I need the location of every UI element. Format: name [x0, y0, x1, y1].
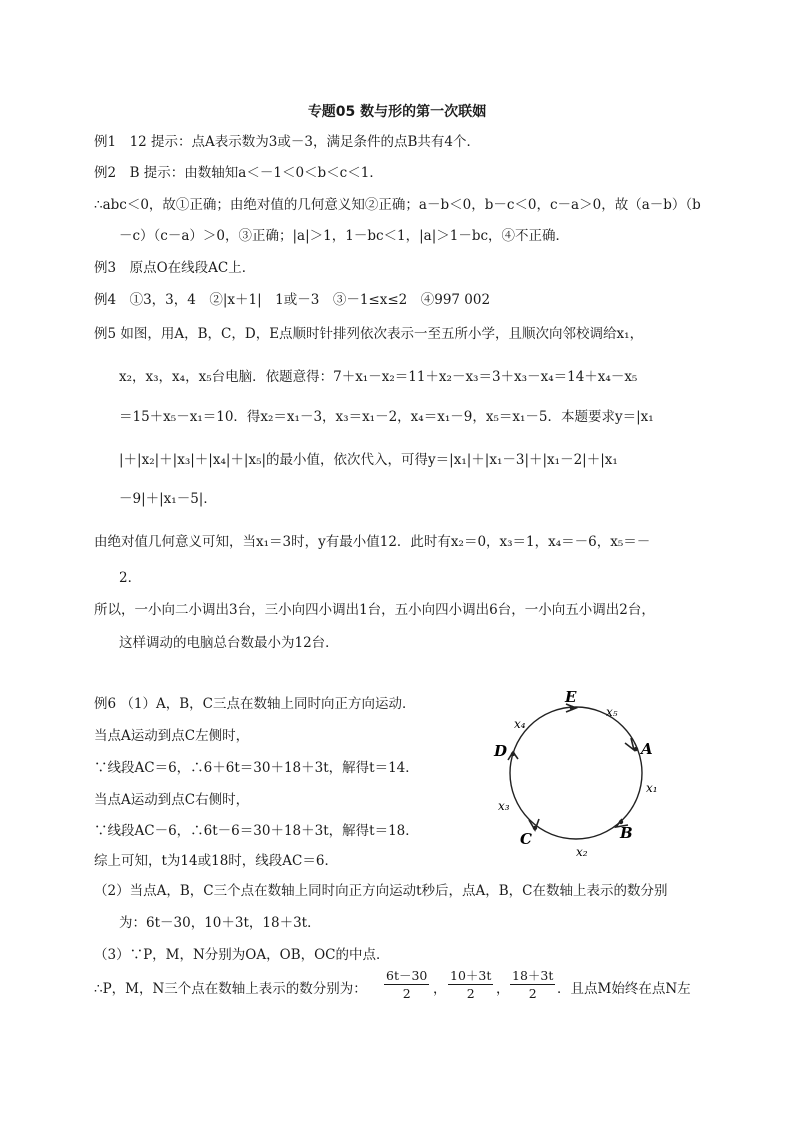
- fraction-numerator: 10＋3t: [450, 968, 492, 983]
- example-5-conclusion-cont: 2．: [119, 570, 142, 586]
- example-5-abs-line: |＋|x₂|＋|x₃|＋|x₄|＋|x₅|的最小值，依次代入，可得y＝|x₁|＋|x₁－3|＋|x₁－2|＋|x₁: [119, 452, 618, 468]
- example-5-conclusion-line: 由绝对值几何意义可知，当x₁＝3时，y有最小值12．此时有x₂＝0，x₃＝1，x₄＝－6，x₅＝－: [94, 534, 651, 550]
- label-x5: x₅: [606, 705, 618, 719]
- example-6-part-2-cont: 为：6t－30，10＋3t，18＋3t．: [119, 915, 321, 931]
- fraction-denominator: 2: [466, 986, 475, 1001]
- page-title: 专题05 数与形的第一次联姻: [307, 104, 487, 120]
- example-6-case-1: 当点A运动到点C左侧时，: [94, 728, 250, 744]
- example-5-answer-line: 所以，一小向二小调出3台，三小向四小调出1台，五小向四小调出6台，一小向五小调出2台，: [94, 602, 655, 618]
- label-x3: x₃: [498, 799, 510, 813]
- fraction-separator: ，: [433, 981, 447, 997]
- label-x1: x₁: [646, 781, 658, 795]
- fraction-denominator: 2: [528, 986, 537, 1001]
- fraction-m: [448, 968, 493, 1001]
- example-5-equation-line: x₂，x₃，x₄，x₅台电脑．依题意得：7＋x₁－x₂＝11＋x₂－x₃＝3＋x₃－x₄＝14＋x₄－x₅: [119, 369, 638, 385]
- label-x4: x₄: [514, 717, 526, 731]
- example-6-part-3-tail: ．且点M始终在点N左: [557, 981, 691, 997]
- example-2-reasoning-cont: －c）（c－a）＞0，③正确；|a|＞1，1－bc＜1，|a|＞1－bc，④不正确．: [119, 228, 570, 244]
- example-5-abs-cont: －9|＋|x₁－5|．: [119, 491, 217, 507]
- fraction-n: [510, 968, 555, 1001]
- fraction-numerator: 18＋3t: [512, 968, 554, 983]
- example-2-line: 例2 B 提示：由数轴知a＜－1＜0＜b＜c＜1．: [94, 165, 383, 181]
- example-5-line: 例5 如图，用A，B，C，D，E点顺时针排列依次表示一至五所小学，且顺次向邻校调给x₁，: [94, 326, 644, 342]
- example-6-case-2: 当点A运动到点C右侧时，: [94, 792, 250, 808]
- fraction-numerator: 6t－30: [386, 968, 428, 983]
- label-b: B: [620, 824, 633, 842]
- fraction-separator: ，: [496, 981, 510, 997]
- example-1-line: 例1 12 提示：点A表示数为3或－3，满足条件的点B共有4个．: [94, 134, 480, 150]
- school-circle-diagram: [488, 686, 688, 858]
- example-6-line: 例6 （1）A，B，C三点在数轴上同时向正方向运动．: [94, 696, 416, 712]
- example-5-answer-cont: 这样调动的电脑总台数最小为12台．: [119, 635, 339, 651]
- label-d: D: [494, 742, 508, 760]
- fraction-denominator: 2: [402, 986, 411, 1001]
- example-5-solution-line: ＝15＋x₅－x₁＝10．得x₂＝x₁－3，x₃＝x₁－2，x₄＝x₁－9，x₅＝x₁－5．本题要求y＝|x₁: [119, 409, 654, 425]
- label-c: C: [520, 830, 532, 848]
- example-6-summary: 综上可知，t为14或18时，线段AC＝6．: [94, 853, 338, 869]
- label-x2: x₂: [576, 845, 588, 858]
- label-e: E: [565, 688, 577, 706]
- fraction-p: [384, 968, 429, 1001]
- example-6-part-3-values: ∴P，M，N三个点在数轴上表示的数分别为：: [94, 981, 367, 997]
- example-4-line: 例4 ①3，3，4 ②|x＋1| 1或－3 ③－1≤x≤2 ④997 002: [94, 292, 491, 308]
- label-a: A: [641, 740, 653, 758]
- example-2-reasoning-line: ∴abc＜0，故①正确；由绝对值的几何意义知②正确；a－b＜0，b－c＜0，c－a＞0，故（a－b）（b: [94, 197, 701, 213]
- example-3-line: 例3 原点O在线段AC上．: [94, 260, 256, 276]
- example-6-case-2-eq: ∵线段AC－6，∴6t－6＝30＋18＋3t，解得t＝18．: [94, 823, 419, 839]
- example-6-part-3: （3）∵P，M，N分别为OA，OB，OC的中点．: [94, 947, 390, 963]
- example-6-part-2: （2）当点A，B，C三个点在数轴上同时向正方向运动t秒后，点A，B，C在数轴上表示的数分别: [94, 883, 668, 899]
- example-6-case-1-eq: ∵线段AC＝6，∴6＋6t＝30＋18＋3t，解得t＝14．: [94, 760, 419, 776]
